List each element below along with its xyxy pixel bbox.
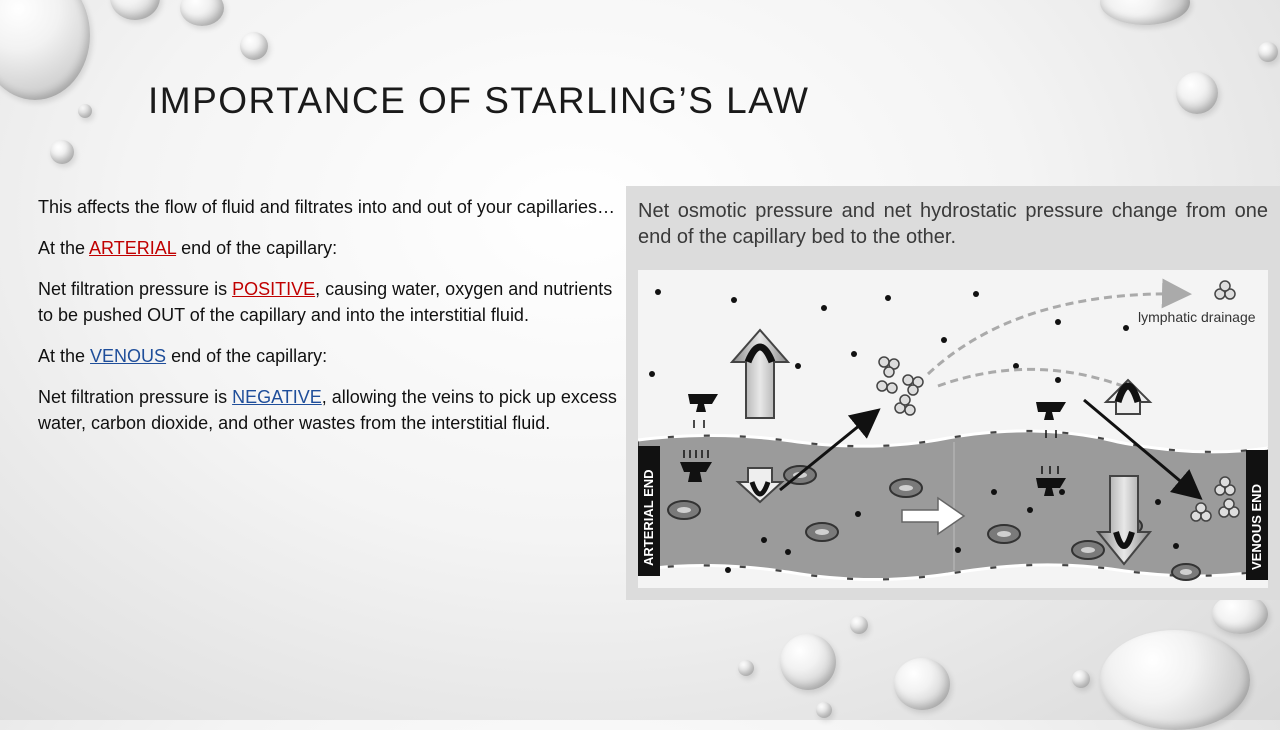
water-drop-decoration [110,0,160,20]
water-drop-decoration [1100,0,1190,25]
water-drop-decoration [780,634,836,690]
water-drop-decoration [1100,630,1250,730]
positive-keyword: POSITIVE [232,279,316,299]
figure-caption: Net osmotic pressure and net hydrostatic pressure change from one end of the capillary bed to the other. [638,200,1268,248]
slide-title: IMPORTANCE OF STARLING’S LAW [148,80,810,121]
arterial-keyword: ARTERIAL [89,238,177,258]
water-drop-decoration [0,0,90,100]
water-drop-decoration [1212,594,1268,634]
body-text [38,194,630,451]
water-drop-decoration [816,702,832,718]
arterial-heading: At the ARTERIAL end of the capillary: [38,238,338,258]
venous-end-label: VENOUS END [1249,484,1264,570]
capillary-vessel [638,431,1268,580]
venous-heading: At the VENOUS end of the capillary: [38,346,328,366]
water-drop-decoration [1176,72,1218,114]
capillary-figure [626,186,1280,600]
negative-keyword: NEGATIVE [232,387,322,407]
water-drop-decoration [180,0,224,26]
intro-paragraph: This affects the flow of fluid and filtrates into and out of your capillaries… [38,197,615,217]
capillary-diagram [638,270,1268,588]
water-drop-decoration [1072,670,1090,688]
water-drop-decoration [850,616,868,634]
venous-keyword: VENOUS [90,346,167,366]
lymphatic-drainage-label: lymphatic drainage [1138,309,1256,325]
arterial-description: Net filtration pressure is POSITIVE, causing water, oxygen and nutrients to be pushed OUT of the capillary and into the interstitial fluid. [38,279,613,325]
arterial-end-label: ARTERIAL END [641,469,656,566]
water-drop-decoration [1258,42,1278,62]
water-drop-decoration [738,660,754,676]
water-drop-decoration [50,140,74,164]
water-drop-decoration [240,32,268,60]
water-drop-decoration [78,104,92,118]
venous-description: Net filtration pressure is NEGATIVE, allowing the veins to pick up excess water, carbon dioxide, and other wastes from the interstitial fluid. [38,387,617,433]
water-drop-decoration [894,658,950,710]
